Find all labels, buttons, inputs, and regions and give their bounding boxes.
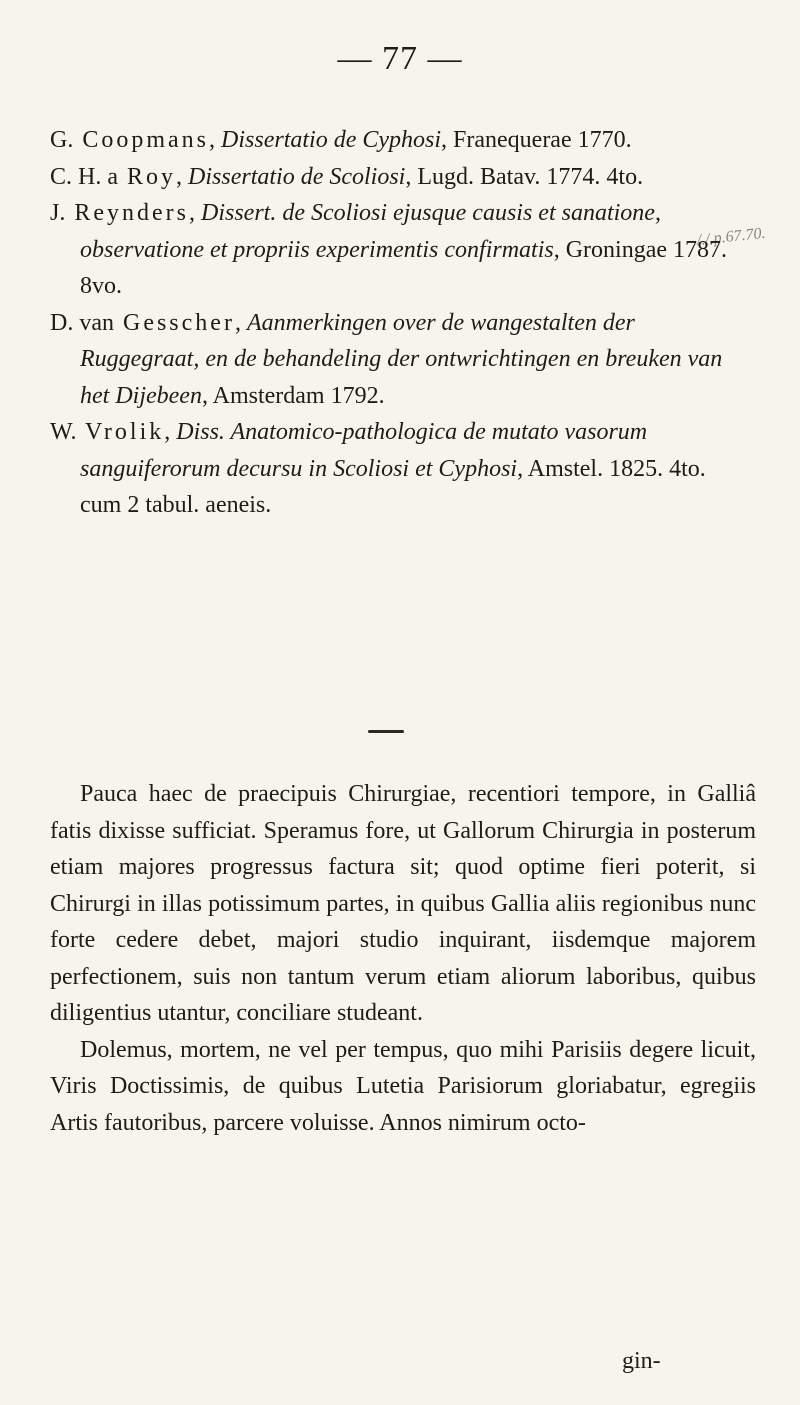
author-name: Gesscher — [122, 309, 235, 336]
section-divider — [368, 730, 404, 733]
author-initial: D. van — [50, 309, 114, 336]
author-initial: J. — [50, 200, 66, 226]
paragraph: Dolemus, mortem, ne vel per tempus, quo mihi Parisiis degere licuit, Viris Doctissimis, de quibus Lutetia Parisiorum gloriabatur, egregiis Artis fautoribus, parcere voluisse. Annos nimirum octo- — [50, 1036, 756, 1136]
catchword: gin- — [622, 1348, 661, 1374]
bibliography-list — [50, 122, 750, 524]
bibliography-entry — [50, 195, 750, 305]
publication-details: , Franequerae 1770. — [441, 127, 632, 153]
author-initial: W. — [50, 419, 77, 445]
work-title: Dissertatio de Scoliosi — [188, 163, 406, 190]
bibliography-entry — [50, 159, 750, 196]
author-name: Coopmans — [82, 127, 210, 153]
author-initial: G. — [50, 127, 74, 153]
author-name: Reynders — [74, 200, 189, 226]
publication-details: , Amsterdam 1792. — [201, 382, 385, 409]
paragraph: Pauca haec de praecipuis Chirurgiae, recentiori tempore, in Galliâ fatis dixisse sufficiat. Speramus fore, ut Gallorum Chirurgia in posterum etiam majores progressus factura sit; quod optime fieri poterit, si Chirurgi in illas potissimum partes, in quibus Gallia aliis regionibus nunc forte cedere debet, majori studio inquirant, iisdemque majorem perfectionem, suis non tantum verum etiam aliorum laboribus, quibus diligentius utantur, conciliare studeant. — [50, 781, 756, 1026]
work-title: Diss. Anatomico-pathologica de mutato vasorum sanguiferorum decursu in Scoliosi et Cyphosi — [80, 419, 648, 482]
author-name: Roy — [127, 163, 177, 190]
body-text — [50, 776, 756, 1141]
page-number: — 77 — — [337, 40, 463, 77]
separator: , — [234, 309, 241, 336]
separator: , — [209, 127, 216, 153]
work-title: Dissert. de Scoliosi ejusque causis et sanatione, observatione et propriis experimentis confirmatis — [80, 200, 661, 263]
publication-details: , Groningae 1787. 8vo. — [80, 236, 728, 299]
publication-details: , Amstel. 1825. 4to. cum 2 tabul. aeneis. — [80, 455, 706, 518]
work-title: Dissertatio de Cyphosi — [221, 127, 442, 153]
handwritten-margin-note: /./.p.67.70. — [696, 224, 767, 249]
separator: , — [189, 200, 195, 226]
separator: , — [164, 419, 171, 445]
bibliography-entry — [50, 305, 750, 415]
bibliography-entry — [50, 122, 750, 159]
bibliography-entry — [50, 414, 750, 524]
author-initial: C. H. a — [50, 163, 118, 190]
work-title: Aanmerkingen over de wangestalten der Ruggegraat, en de behandeling der ontwrichtingen en breuken van het Dijebeen — [80, 309, 723, 409]
author-name: Vrolik — [85, 419, 165, 445]
publication-details: , Lugd. Batav. 1774. 4to. — [405, 163, 644, 190]
separator: , — [176, 163, 183, 190]
